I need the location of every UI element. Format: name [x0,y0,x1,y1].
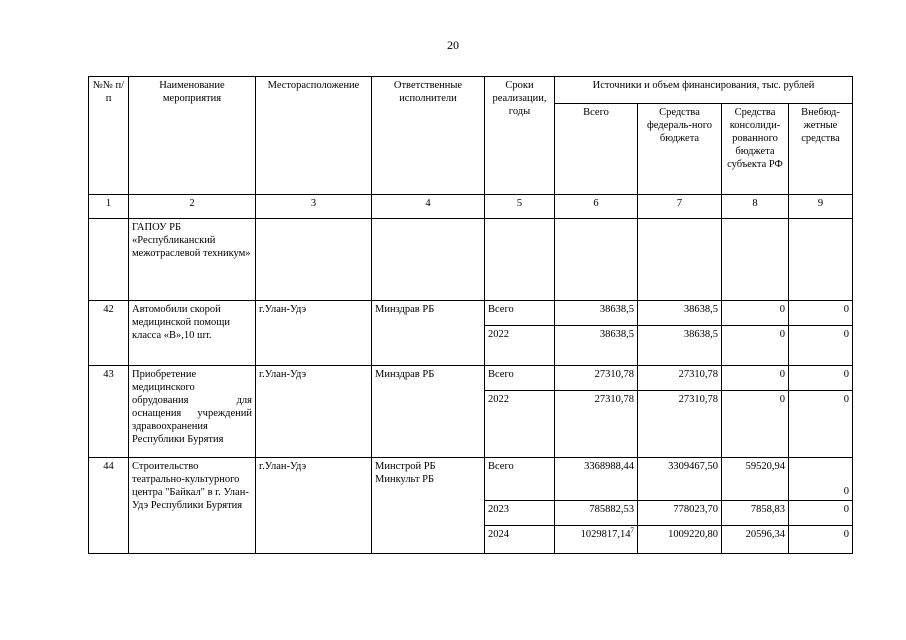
entry-term: Всего [485,366,555,391]
entry-total: 27310,78 [555,391,638,458]
entry-federal: 27310,78 [638,366,722,391]
header-location: Месторасположение [256,77,372,195]
entry-federal: 38638,5 [638,326,722,366]
entry-term: 2022 [485,391,555,458]
entry-federal: 38638,5 [638,301,722,326]
col-number: 9 [789,195,853,219]
entry-num: 44 [89,458,129,554]
entry-regional: 20596,34 [722,526,789,554]
entry-total: 3368988,44 [555,458,638,501]
entry-extra: 0 [789,526,853,554]
entry-name: Автомобили скорой медицинской помощи класса «В»,10 шт. [129,301,256,366]
entry-location: г.Улан-Удэ [256,301,372,366]
entry-regional: 7858,83 [722,501,789,526]
entry-responsible: Минздрав РБ [372,366,485,458]
group-row [89,219,853,301]
header-financing: Источники и объем финансирования, тыс. рублей [555,77,853,104]
footnote-marker: 7 [630,526,634,535]
entry-extra: 0 [789,458,853,501]
entry-regional: 0 [722,301,789,326]
entry-regional: 59520,94 [722,458,789,501]
entry-name: Приобретение медицинского обрудования для оснащения учреждений здравоохранения Республики Бурятия [129,366,256,458]
entry-extra: 0 [789,501,853,526]
col-number: 5 [485,195,555,219]
entry-num: 43 [89,366,129,458]
entry-regional: 0 [722,326,789,366]
entry-term: 2024 [485,526,555,554]
entry-name: Строительство театрально-культурного центра "Байкал" в г. Улан-Удэ Республики Бурятия [129,458,256,554]
header-responsible: Ответственные исполнители [372,77,485,195]
col-number: 6 [555,195,638,219]
entry-term: 2022 [485,326,555,366]
page-number: 20 [447,38,459,52]
entry-responsible: Минстрой РБ Минкульт РБ [372,458,485,554]
entry-extra: 0 [789,326,853,366]
header-terms: Сроки реализации, годы [485,77,555,195]
col-number: 3 [256,195,372,219]
entry-total: 785882,53 [555,501,638,526]
entry-num: 42 [89,301,129,366]
header-num: №№ п/п [89,77,129,195]
header-federal: Средства федераль-ного бюджета [638,104,722,195]
col-number: 1 [89,195,129,219]
entry-federal: 778023,70 [638,501,722,526]
entry-term: 2023 [485,501,555,526]
entry-extra: 0 [789,366,853,391]
table-row [89,301,853,326]
col-number: 4 [372,195,485,219]
entry-federal: 1009220,80 [638,526,722,554]
entry-term: Всего [485,301,555,326]
col-number: 7 [638,195,722,219]
col-number: 8 [722,195,789,219]
col-number: 2 [129,195,256,219]
entry-total [555,526,638,554]
entry-federal: 27310,78 [638,391,722,458]
entry-regional: 0 [722,391,789,458]
entry-regional: 0 [722,366,789,391]
entry-total: 38638,5 [555,326,638,366]
entry-total: 38638,5 [555,301,638,326]
header-regional: Средства консолиди-рованного бюджета субъекта РФ [722,104,789,195]
table-row [89,458,853,501]
table-row [89,366,853,391]
entry-total: 27310,78 [555,366,638,391]
header-row-1 [89,77,853,104]
entry-location: г.Улан-Удэ [256,458,372,554]
column-number-row [89,195,853,219]
entry-location: г.Улан-Удэ [256,366,372,458]
entry-extra: 0 [789,391,853,458]
entry-term: Всего [485,458,555,501]
header-total: Всего [555,104,638,195]
header-name: Наименование мероприятия [129,77,256,195]
entry-federal: 3309467,50 [638,458,722,501]
group-name: ГАПОУ РБ «Республиканский межотраслевой техникум» [129,219,256,301]
entry-total-value: 1029817,14 [580,529,631,540]
entry-responsible: Минздрав РБ [372,301,485,366]
entry-extra: 0 [789,301,853,326]
financing-table [88,76,853,554]
header-extra: Внебюд-жетные средства [789,104,853,195]
